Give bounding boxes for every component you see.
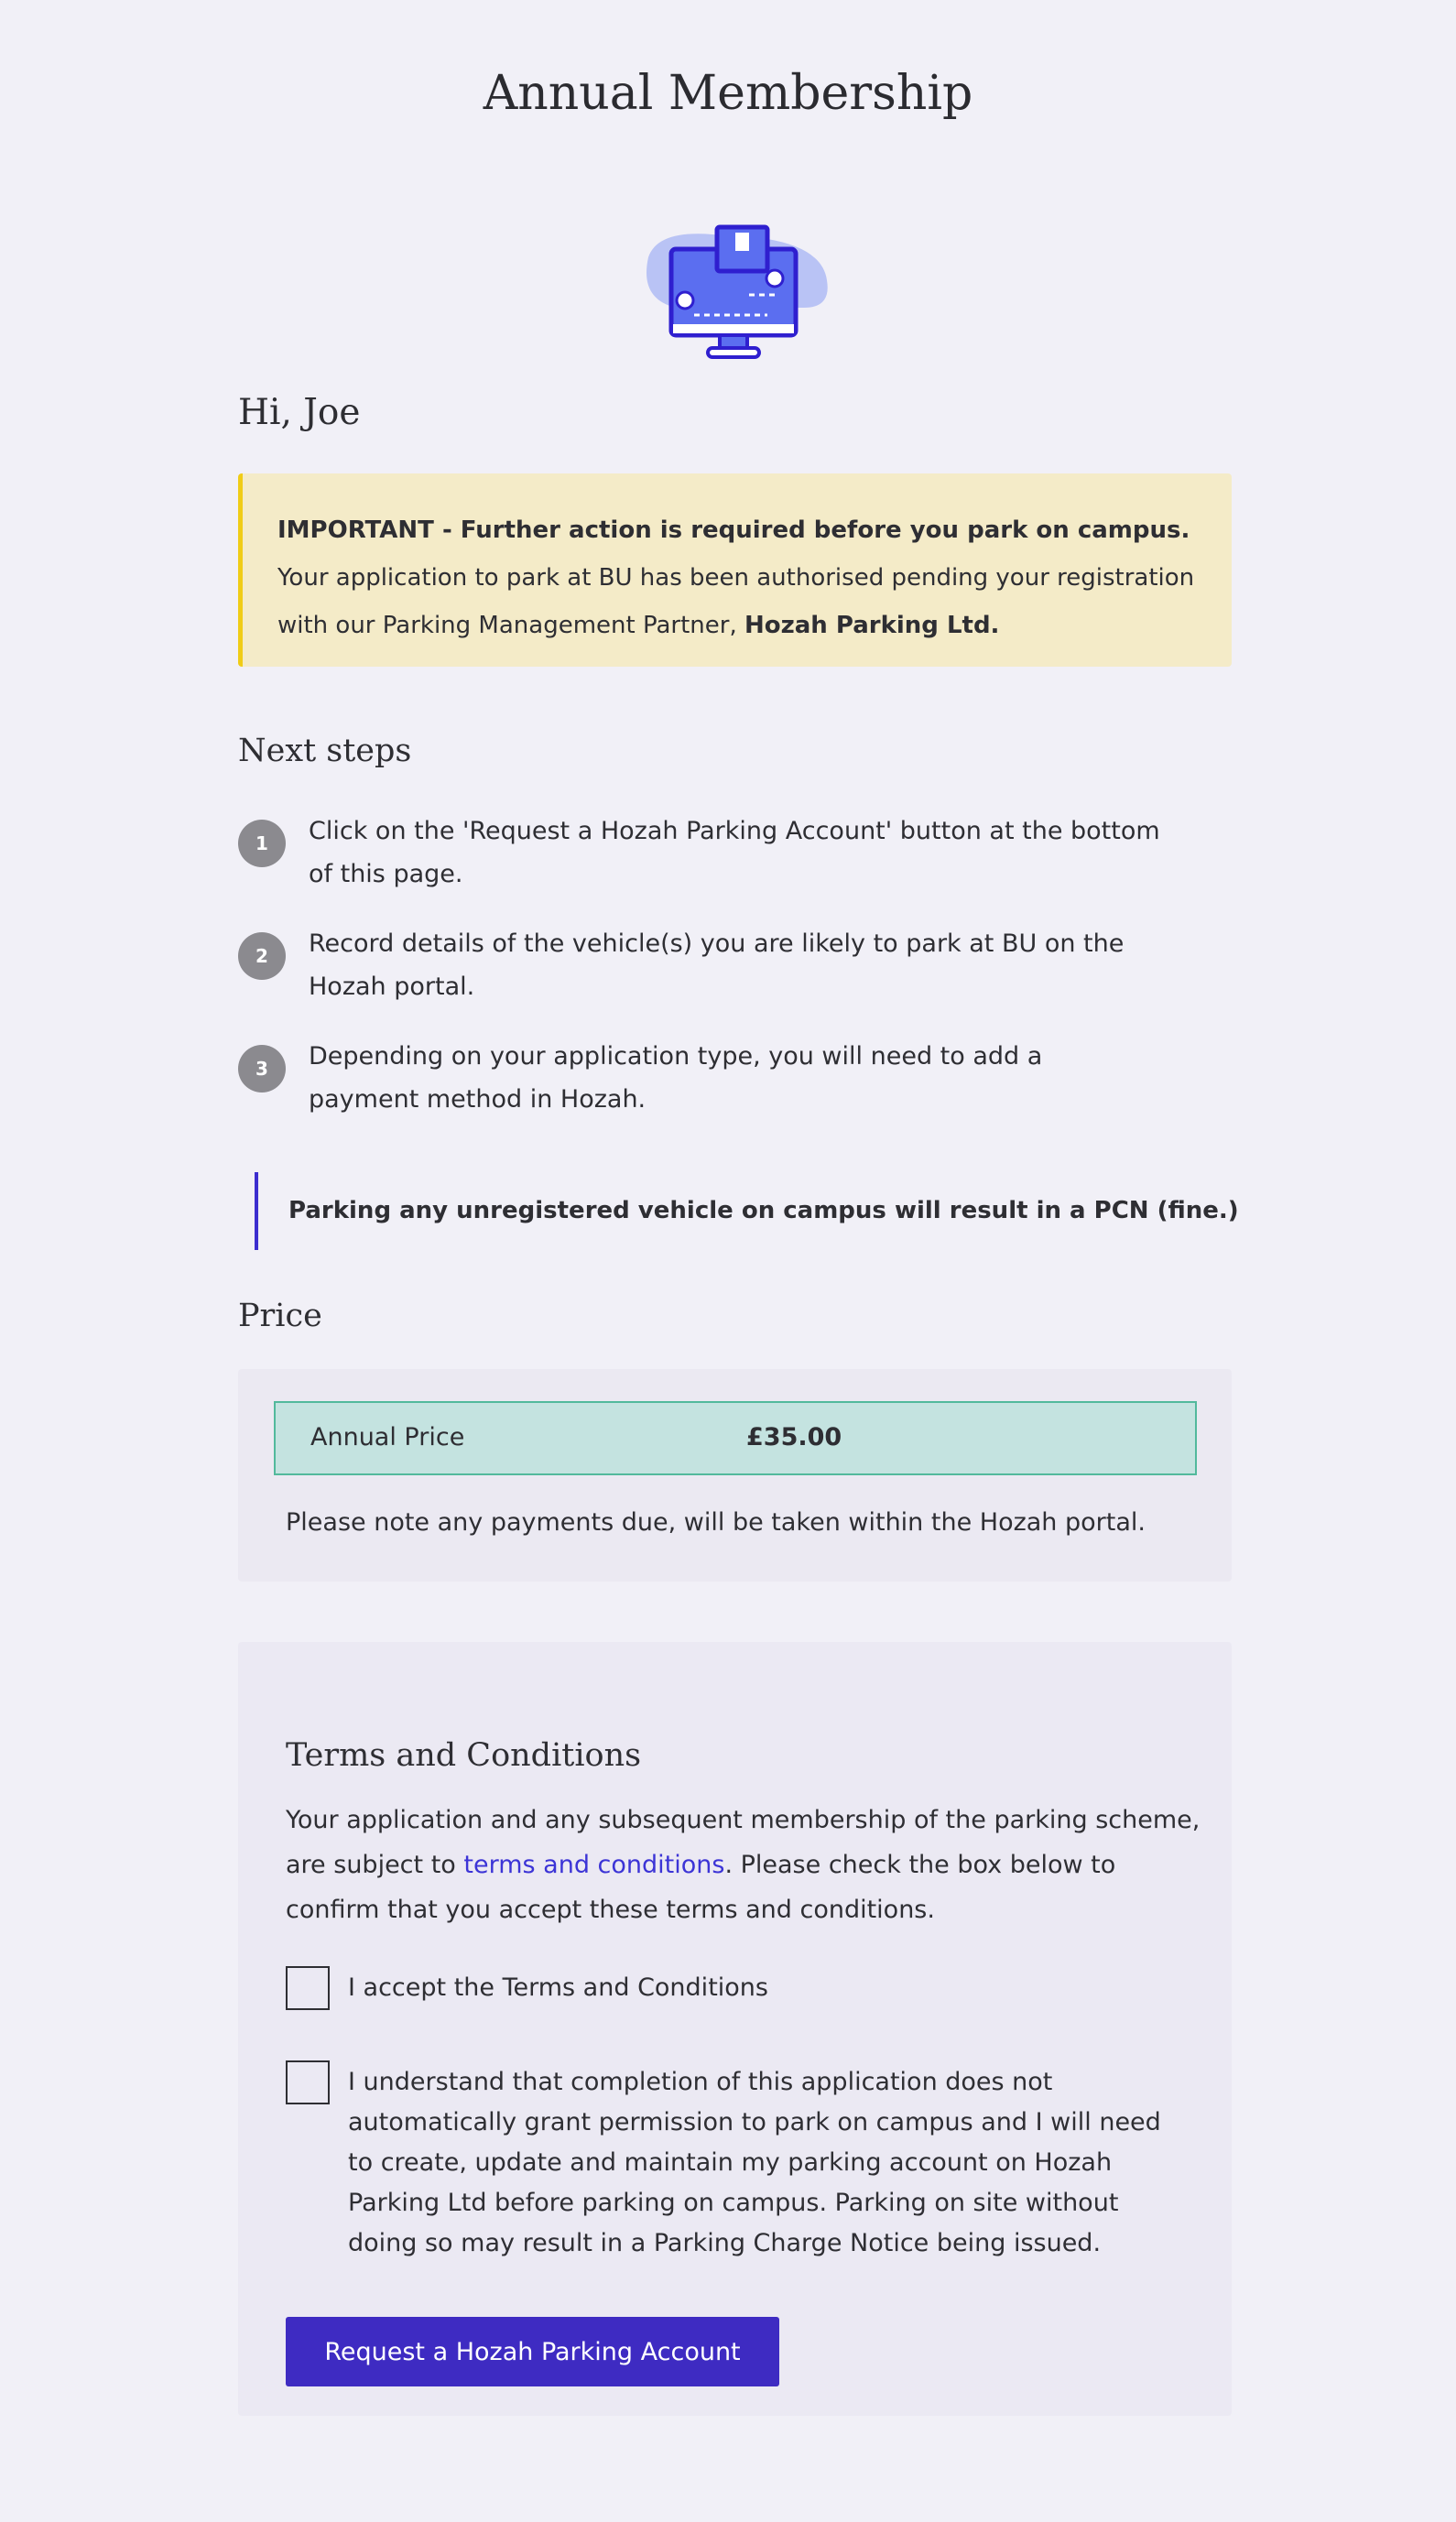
understand-checkbox[interactable] <box>286 2060 330 2104</box>
understand-label[interactable]: I understand that completion of this application does not automatically grant permission to park on campus and I will need to create, update and maintain my parking account on Hozah Parking Ltd before parking on campus. Parking on site without doing so may result in a Parking Charge Notice being issued. <box>348 2068 1161 2257</box>
terms-text-before: Your application and any subsequent membership of the parking scheme, are subject to <box>286 1806 1201 1879</box>
accept-terms-checkbox[interactable] <box>286 1966 330 2010</box>
terms-link[interactable]: terms and conditions <box>463 1851 725 1879</box>
accept-terms-label[interactable]: I accept the Terms and Conditions <box>348 1973 768 2002</box>
price-note: Please note any payments due, will be taken within the Hozah portal. <box>286 1508 1146 1537</box>
pcn-warning: Parking any unregistered vehicle on campus will result in a PCN (fine.) <box>255 1172 1239 1250</box>
step-number: 2 <box>238 932 286 980</box>
step-text: Record details of the vehicle(s) you are likely to park at BU on the Hozah portal. <box>309 929 1125 1001</box>
step-text: Depending on your application type, you will need to add a payment method in Hozah. <box>309 1042 1043 1114</box>
step-number: 3 <box>238 1045 286 1093</box>
alert-body: Your application to park at BU has been authorised pending your registration with our Parking Management Partner, <box>277 564 1195 639</box>
greeting: Hi, Joe <box>238 392 361 433</box>
important-alert <box>238 473 1232 667</box>
step-item <box>238 922 1232 1008</box>
alert-partner: Hozah Parking Ltd. <box>744 612 1000 639</box>
price-value: £35.00 <box>746 1423 842 1451</box>
next-steps-heading: Next steps <box>238 733 412 769</box>
step-item <box>238 1035 1232 1121</box>
request-hozah-account-button[interactable]: Request a Hozah Parking Account <box>286 2317 779 2386</box>
alert-title: IMPORTANT - Further action is required before you park on campus. <box>277 516 1190 544</box>
step-item <box>238 810 1232 896</box>
terms-heading: Terms and Conditions <box>286 1737 642 1774</box>
page-title: Annual Membership <box>483 66 973 121</box>
price-row <box>274 1401 1197 1475</box>
price-panel <box>238 1369 1232 1582</box>
price-heading: Price <box>238 1298 322 1334</box>
step-text: Click on the 'Request a Hozah Parking Account' button at the bottom of this page. <box>309 817 1160 888</box>
step-number: 1 <box>238 820 286 867</box>
computer-parking-map-icon <box>639 216 831 372</box>
terms-text-after: . Please check the box below to confirm that you accept these terms and conditions. <box>286 1851 1116 1924</box>
terms-panel <box>238 1642 1232 2416</box>
terms-text <box>286 1798 1201 1932</box>
price-label: Annual Price <box>310 1423 465 1451</box>
